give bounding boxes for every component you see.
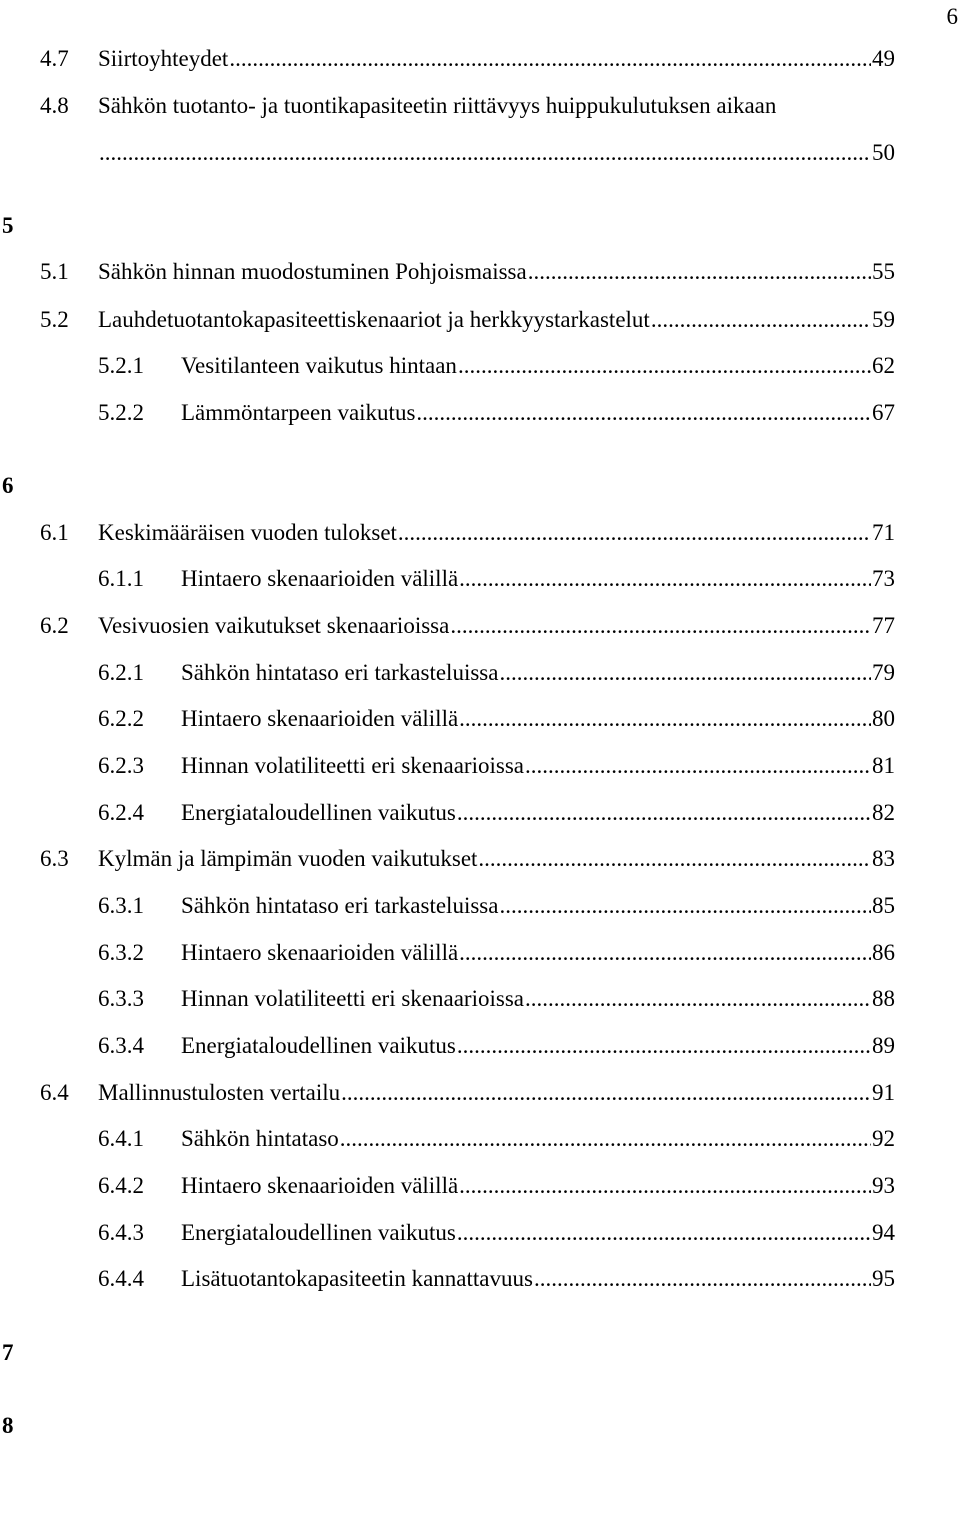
toc-entry-page: 93 — [872, 1173, 895, 1198]
toc-entry-page: 83 — [872, 846, 895, 871]
toc-entry-number: 6.4.2 — [98, 1173, 144, 1198]
toc-entry-number: 5.2.1 — [98, 353, 144, 378]
toc-entry-page: 81 — [872, 753, 895, 778]
toc-entry-number: 5.1 — [40, 259, 69, 284]
toc-entry-number: 6.2.4 — [98, 800, 144, 825]
toc-entry-page: 62 — [872, 353, 895, 378]
toc-entry-title: Siirtoyhteydet — [98, 46, 229, 71]
toc-entry-title: Keskimääräisen vuoden tulokset — [98, 520, 397, 545]
toc-entry[interactable] — [0, 891, 895, 921]
toc-entry[interactable] — [0, 1218, 895, 1248]
dot-leader — [459, 704, 871, 734]
toc-entry-page: 71 — [872, 520, 895, 545]
toc-entry-page: 82 — [872, 800, 895, 825]
toc-entry-page: 88 — [872, 986, 895, 1011]
toc-entry[interactable] — [0, 984, 895, 1014]
toc-chapter-number: 6 — [2, 473, 14, 498]
dot-leader — [528, 257, 871, 287]
dot-leader — [525, 984, 871, 1014]
toc-entry-number: 6.2.2 — [98, 706, 144, 731]
toc-entry[interactable] — [0, 305, 895, 335]
toc-entry-number: 6.3.1 — [98, 893, 144, 918]
toc-entry-title: Hintaero skenaarioiden välillä — [181, 706, 459, 731]
toc-chapter[interactable] — [0, 1411, 895, 1441]
toc-entry-number: 6.1 — [40, 520, 69, 545]
toc-entry-title: Hintaero skenaarioiden välillä — [181, 1173, 459, 1198]
dot-leader — [450, 611, 871, 641]
dot-leader — [525, 751, 871, 781]
toc-entry-title: Vesivuosien vaikutukset skenaarioissa — [98, 613, 450, 638]
toc-entry[interactable] — [0, 1031, 895, 1061]
dot-leader — [416, 398, 871, 428]
toc-entry-title: Hintaero skenaarioiden välillä — [181, 940, 459, 965]
toc-entry-page: 77 — [872, 613, 895, 638]
toc-entry-title: Energiataloudellinen vaikutus — [181, 1220, 456, 1245]
dot-leader — [459, 564, 871, 594]
toc-entry-page: 91 — [872, 1080, 895, 1105]
toc-entry-page: 85 — [872, 893, 895, 918]
toc-entry-page: 92 — [872, 1126, 895, 1151]
toc-entry-title: Mallinnustulosten vertailu — [98, 1080, 341, 1105]
toc-entry-number: 6.4.1 — [98, 1126, 144, 1151]
toc-entry[interactable] — [0, 1078, 895, 1108]
toc-entry-page: 73 — [872, 566, 895, 591]
toc-entry-number: 6.2.3 — [98, 753, 144, 778]
toc-entry[interactable] — [0, 1171, 895, 1201]
dot-leader — [459, 938, 871, 968]
toc-entry[interactable] — [0, 751, 895, 781]
dot-leader — [229, 44, 871, 74]
toc-entry-number: 5.2 — [40, 307, 69, 332]
dot-leader — [340, 1124, 871, 1154]
dot-leader — [459, 1171, 871, 1201]
dot-leader — [499, 891, 871, 921]
toc-entry-title: Sähkön tuotanto- ja tuontikapasiteetin riittävyys huippukulutuksen aikaan — [98, 93, 777, 118]
toc-entry-number: 6.4.3 — [98, 1220, 144, 1245]
toc-entry-title: Hinnan volatiliteetti eri skenaarioissa — [181, 753, 524, 778]
toc-entry-title: Hinnan volatiliteetti eri skenaarioissa — [181, 986, 524, 1011]
toc-entry-title: Kylmän ja lämpimän vuoden vaikutukset — [98, 846, 478, 871]
toc-chapter-number: 7 — [2, 1340, 14, 1365]
toc-entry-page: 49 — [872, 46, 895, 71]
dot-leader — [341, 1078, 871, 1108]
toc-entry-number: 6.2.1 — [98, 660, 144, 685]
toc-entry-number: 4.8 — [40, 93, 69, 118]
toc-entry-page: 55 — [872, 259, 895, 284]
dot-leader — [534, 1264, 871, 1294]
toc-entry[interactable] — [0, 798, 895, 828]
dot-leader — [398, 518, 871, 548]
toc-entry[interactable] — [0, 44, 895, 74]
toc-entry-page: 89 — [872, 1033, 895, 1058]
toc-entry[interactable] — [0, 398, 895, 428]
toc-entry-page: 79 — [872, 660, 895, 685]
dot-leader — [499, 658, 871, 688]
toc-chapter-number: 8 — [2, 1413, 14, 1438]
toc-entry-number: 6.3.4 — [98, 1033, 144, 1058]
toc-entry-title: Sähkön hintataso — [181, 1126, 339, 1151]
toc-entry[interactable] — [0, 1264, 895, 1294]
page-number: 6 — [946, 4, 958, 29]
toc-entry-page: 67 — [872, 400, 895, 425]
toc-entry-title: Sähkön hintataso eri tarkasteluissa — [181, 893, 499, 918]
toc-entry[interactable] — [0, 611, 895, 641]
dot-leader — [651, 305, 871, 335]
toc-entry-title: Energiataloudellinen vaikutus — [181, 1033, 456, 1058]
toc-entry[interactable] — [0, 844, 895, 874]
toc-entry-title: Hintaero skenaarioiden välillä — [181, 566, 459, 591]
toc-entry[interactable] — [0, 938, 895, 968]
toc-entry-page: 59 — [872, 307, 895, 332]
toc-entry-number: 6.3 — [40, 846, 69, 871]
toc-entry-number: 6.2 — [40, 613, 69, 638]
dot-leader — [478, 844, 871, 874]
toc-chapter-number: 5 — [2, 213, 14, 238]
toc-entry-page: 95 — [872, 1266, 895, 1291]
toc-entry-title: Lämmöntarpeen vaikutus — [181, 400, 416, 425]
dot-leader — [457, 1218, 871, 1248]
toc-entry-continuation[interactable] — [0, 138, 895, 168]
toc-entry-number: 5.2.2 — [98, 400, 144, 425]
toc-entry-page: 86 — [872, 940, 895, 965]
toc-chapter[interactable] — [0, 1338, 895, 1368]
toc-entry-page: 94 — [872, 1220, 895, 1245]
dot-leader — [457, 1031, 871, 1061]
toc-entry[interactable] — [0, 257, 895, 287]
toc-entry[interactable] — [0, 91, 895, 121]
dot-leader — [99, 138, 871, 168]
toc-entry-number: 6.4.4 — [98, 1266, 144, 1291]
toc-entry-title: Sähkön hinnan muodostuminen Pohjoismaissa — [98, 259, 527, 284]
toc-entry[interactable] — [0, 518, 895, 548]
toc-entry-page: 50 — [872, 140, 895, 165]
toc-entry-number: 6.3.2 — [98, 940, 144, 965]
toc-entry[interactable] — [0, 351, 895, 381]
toc-entry-title: Sähkön hintataso eri tarkasteluissa — [181, 660, 499, 685]
dot-leader — [457, 798, 871, 828]
toc-entry-page: 80 — [872, 706, 895, 731]
dot-leader — [458, 351, 871, 381]
toc-chapter[interactable] — [0, 1484, 895, 1514]
toc-entry-number: 6.4 — [40, 1080, 69, 1105]
toc-entry-number: 4.7 — [40, 46, 69, 71]
toc-entry-number: 6.3.3 — [98, 986, 144, 1011]
toc-entry[interactable] — [0, 564, 895, 594]
toc-entry[interactable] — [0, 1124, 895, 1154]
toc-chapter[interactable] — [0, 211, 895, 241]
toc-entry[interactable] — [0, 704, 895, 734]
toc-entry-title: Lisätuotantokapasiteetin kannattavuus — [181, 1266, 533, 1291]
toc-entry-title: Vesitilanteen vaikutus hintaan — [181, 353, 457, 378]
toc-entry-title: Lauhdetuotantokapasiteettiskenaariot ja herkkyystarkastelut — [98, 307, 650, 332]
toc-entry[interactable] — [0, 658, 895, 688]
toc-entry-number: 6.1.1 — [98, 566, 144, 591]
toc-entry-title: Energiataloudellinen vaikutus — [181, 800, 456, 825]
toc-chapter[interactable] — [0, 471, 895, 501]
